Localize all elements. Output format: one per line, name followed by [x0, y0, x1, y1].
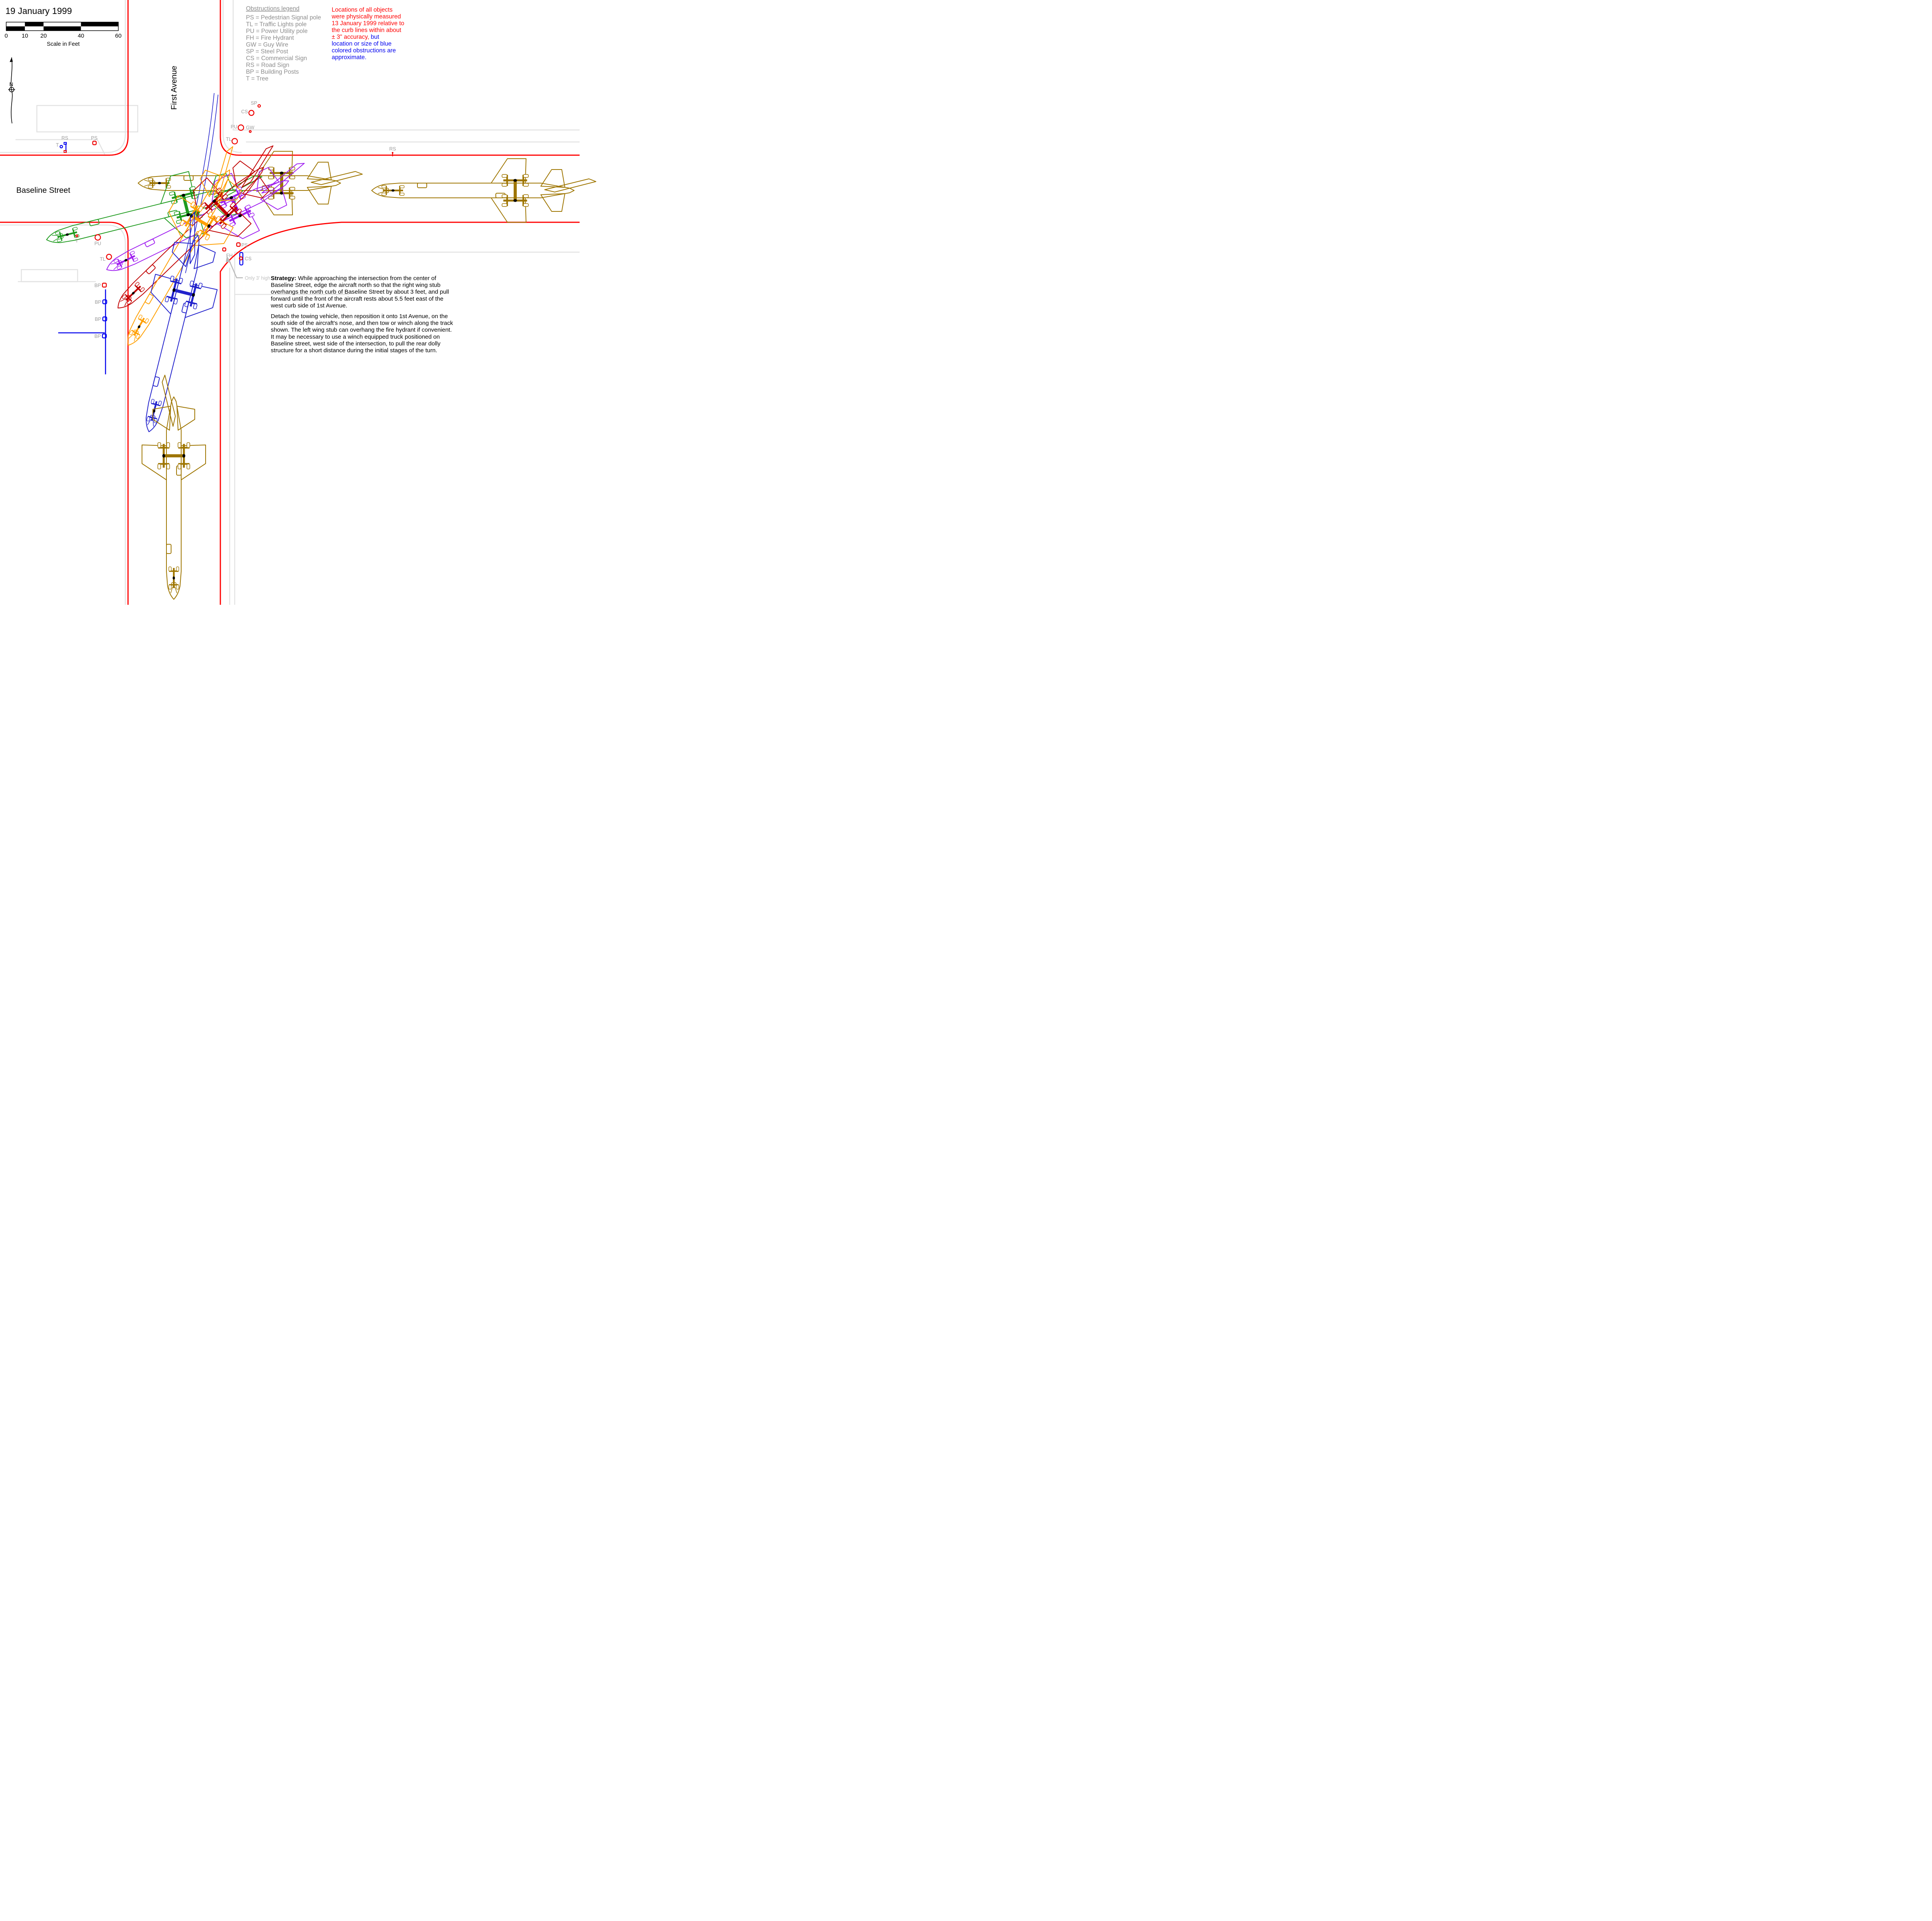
scale-tick-60: 60 — [115, 33, 122, 39]
ped-signal-se-marker — [237, 243, 240, 246]
legend-item: BP = Building Posts — [246, 69, 299, 75]
legend-item: TL = Traffic Lights pole — [246, 21, 307, 28]
note-mixed-blue: but — [369, 34, 379, 40]
aircraft-position-final — [142, 375, 206, 599]
commercial-sign-se-label: CS — [245, 256, 252, 261]
commercial-sign-label: CS — [241, 109, 248, 114]
steel-post-marker — [258, 105, 260, 107]
steel-post-label: SP — [251, 100, 257, 106]
strategy-line: shown. The left wing stub can overhang the fire hydrant if convenient. — [271, 327, 452, 334]
legend-item: T = Tree — [246, 75, 268, 82]
street-name-baseline: Baseline Street — [16, 186, 71, 195]
ped-signal-marker — [93, 141, 96, 145]
aircraft-towing-plan — [0, 0, 608, 605]
note-line: Locations of all objects — [332, 7, 393, 13]
building-post-2-label: BP — [95, 299, 101, 305]
building-post-1-marker — [102, 283, 106, 287]
north-arrowhead-icon — [10, 57, 13, 62]
building-post-3-marker — [103, 317, 107, 321]
guy-wire-marker — [249, 131, 251, 133]
note-line: colored obstructions are — [332, 47, 396, 54]
scale-tick-20: 20 — [40, 33, 47, 39]
obstructions-legend — [246, 5, 321, 82]
tree-label: T — [56, 142, 59, 148]
traffic-light-sw-label: TL — [100, 256, 106, 262]
strategy-label: Strategy: — [271, 275, 296, 282]
building-post-2-marker — [103, 300, 107, 304]
note-line: 13 January 1999 relative to — [332, 20, 404, 27]
legend-item: GW = Guy Wire — [246, 42, 288, 48]
strategy-line: forward until the front of the aircraft rests about 5.5 feet east of the — [271, 295, 443, 302]
building-post-4-label: BP — [94, 334, 101, 339]
strategy-text — [270, 275, 453, 354]
scale-tick-40: 40 — [78, 33, 85, 39]
traffic-light-label: TL — [226, 137, 232, 142]
note-mixed-red: ± 3" accuracy, — [332, 34, 369, 40]
strategy-line-1 — [271, 275, 436, 282]
obstructions-ne — [226, 100, 396, 156]
note-line: were physically measured — [332, 13, 401, 20]
note-line: the curb lines within about — [332, 27, 402, 34]
traffic-light-sw-marker — [107, 254, 112, 260]
legend-item: CS = Commercial Sign — [246, 55, 307, 62]
strategy-line: south side of the aircraft's nose, and then tow or winch along the track — [271, 320, 453, 327]
strategy-line: Baseline street, west side of the intersection, to pull the rear dolly — [271, 340, 441, 347]
strategy-line: structure for a short distance during the initial stages of the turn. — [271, 347, 437, 354]
note-line: location or size of blue — [332, 40, 392, 47]
obstructions-nw — [56, 135, 97, 152]
only-3ft-high-label: Only 3' high — [245, 275, 270, 281]
strategy-line: overhangs the north curb of Baseline Street by about 3 feet, and pull — [271, 289, 449, 296]
strategy-line: While approaching the intersection from the center of — [296, 275, 436, 282]
strategy-line: west curb side of 1st Avenue. — [271, 302, 348, 309]
road-sign-marker — [64, 142, 66, 152]
power-utility-sw-label: PU — [94, 241, 101, 246]
traffic-light-marker — [232, 138, 237, 144]
legend-title: Obstructions legend — [246, 5, 299, 12]
ped-signal-se-label: PS — [241, 242, 248, 248]
scale-tick-10: 10 — [21, 33, 28, 39]
north-letter: N — [9, 81, 14, 87]
building-post-3-label: BP — [95, 317, 101, 322]
scale-tick-0: 0 — [4, 33, 8, 39]
legend-item: FH = Fire Hydrant — [246, 35, 294, 42]
obstructions-sw — [75, 235, 111, 339]
legend-item: PU = Power Utility pole — [246, 28, 308, 35]
north-arrow — [8, 57, 15, 123]
accuracy-note — [331, 7, 404, 61]
legend-item: SP = Steel Post — [246, 48, 288, 55]
scale-bar — [5, 22, 122, 47]
power-utility-label: PU — [230, 124, 237, 130]
legend-item: PS = Pedestrian Signal pole — [246, 14, 321, 21]
ped-signal-label: PS — [91, 135, 98, 141]
fire-hydrant-label: FH — [226, 253, 233, 258]
tree-marker-approx — [60, 145, 62, 148]
tow-track-lines — [182, 93, 218, 273]
strategy-line: Baseline Street, edge the aircraft north so that the right wing stub — [271, 282, 441, 289]
aircraft-position-approach — [372, 159, 596, 222]
commercial-sign-marker — [249, 111, 254, 116]
road-sign-label: RS — [61, 135, 68, 141]
note-line-mixed — [332, 34, 379, 40]
street-name-first-avenue: First Avenue — [170, 66, 178, 110]
note-line: approximate. — [332, 54, 367, 61]
date-title: 19 January 1999 — [5, 6, 72, 16]
tree-sw-label: T — [75, 238, 78, 244]
power-utility-sw-marker — [95, 235, 100, 240]
strategy-line: It may be necessary to use a winch equipped truck positioned on — [271, 333, 440, 340]
building-post-1-label: BP — [94, 283, 101, 288]
fire-hydrant-marker — [223, 248, 226, 251]
legend-item: RS = Road Sign — [246, 62, 289, 69]
guy-wire-label: GW — [246, 125, 254, 130]
strategy-line: Detach the towing vehicle, then reposition it onto 1st Avenue, on the — [271, 313, 448, 320]
road-sign-ne-label: RS — [389, 146, 396, 152]
scale-caption: Scale in Feet — [47, 41, 80, 47]
aircraft-track-fan — [39, 130, 596, 599]
